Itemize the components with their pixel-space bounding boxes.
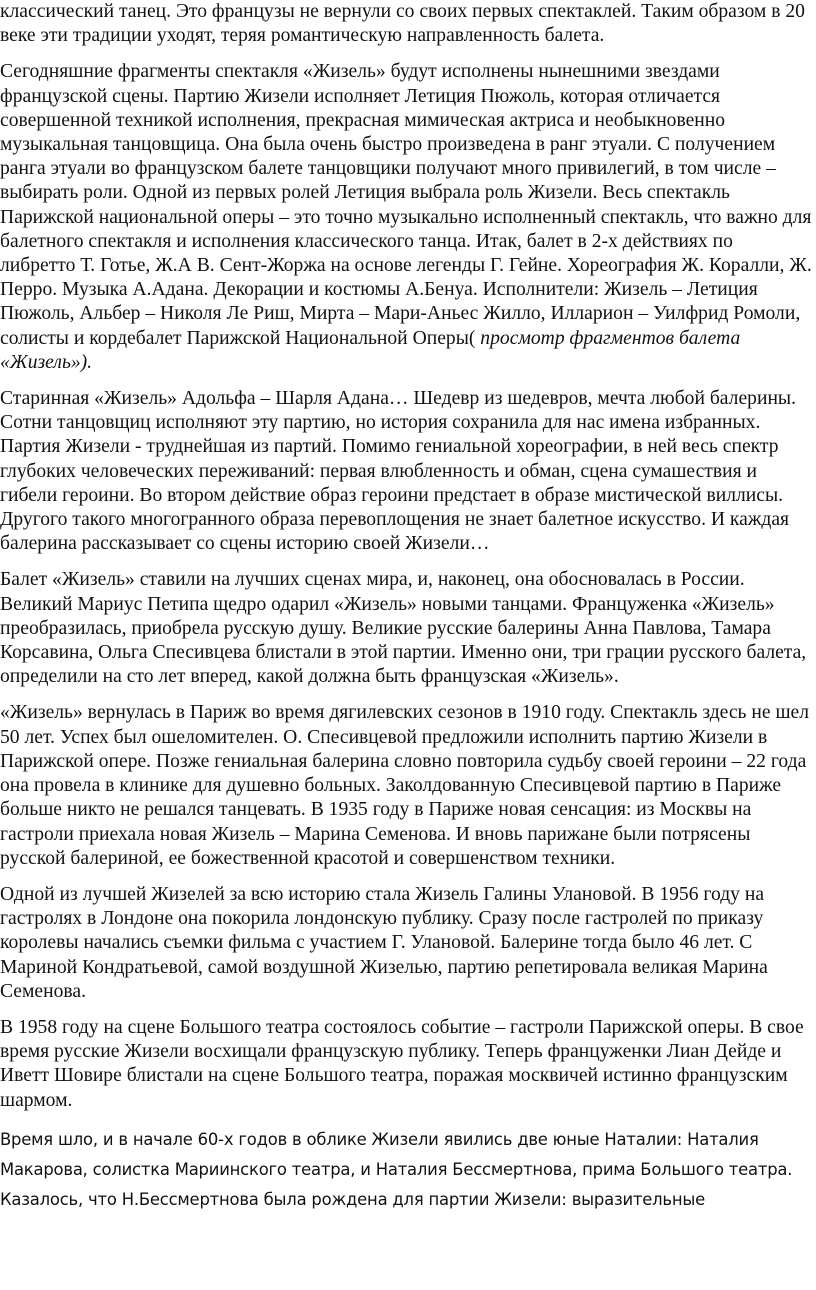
paragraph-bolshoi-1958: В 1958 году на сцене Большого театра состоялось событие – гастроли Парижской оперы. В свое время русские Жизели восхищали французскую публику. Теперь француженки Лиан Дейде и Иветт Шовире блистали на сцене Большого театра, поражая москвичей истинно французским шармом. (0, 1016, 804, 1111)
paragraph-ulanova: Одной из лучшей Жизелей за всю историю стала Жизель Галины Улановой. В 1956 году на гастролях в Лондоне она покорила лондонскую публику. Сразу после гастролей по приказу королевы начались съемки фильма с участием Г. Улановой. Балерине тогда было 46 лет. С Мариной Кондратьевой, самой воздушной Жизелью, партию репетировала великая Марина Семенова. (0, 883, 768, 1002)
paragraph-giselle-performers (0, 60, 812, 375)
paragraph-intro-ending: классический танец. Это французы не вернули со своих первых спектаклей. Таким образом в 20 веке эти традиции уходят, теряя романтическую направленность балета. (0, 1, 805, 47)
paragraph-giselle-performers-text: Сегодняшние фрагменты спектакля «Жизель» будут исполнены нынешними звездами французской сцены. Партию Жизели исполняет Летиция Пюжоль, которая отличается совершенной техникой исполнения, прекрасная мимическая актриса и необыкновенно музыкальная танцовщица. Она была очень быстро произведена в ранг этуали. С получением ранга этуали во французском балете танцовщики получают много привилегий, в том числе – выбирать роли. Одной из первых ролей Летиция выбрала роль Жизели. Весь спектакль Парижской национальной оперы – это точно музыкально исполненный спектакль, что важно для балетного спектакля и исполнения классического танца. Итак, балет в 2-х действиях по либретто Т. Готье, Ж.А В. Сент-Жоржа на основе легенды Г. Гейне. Хореография Ж. Коралли, Ж. Перро. Музыка А.Адана. Декорации и костюмы А.Бенуа. Исполнители: Жизель – Летиция Пюжоль, Альбер – Николя Ле Риш, Мирта – Мари-Аньес Жилло, Илларион – Уилфрид Ромоли, солисты и кордебалет Парижской Национальной Оперы( (0, 61, 812, 349)
paragraph-adan-masterpiece: Старинная «Жизель» Адольфа – Шарля Адана… Шедевр из шедевров, мечта любой балерины. Сотни танцовщиц исполняют эту партию, но история сохранила для нас имена избранных. Партия Жизели - труднейшая из партий. Помимо гениальной хореографии, в ней весь спектр глубоких человеческих переживаний: первая влюбленность и обман, сцена сумашествия и гибели героини. Во втором действие образ героини предстает в образе мистической виллисы. Другого такого многогранного образа перевоплощения не знает балетное искусство. И каждая балерина рассказывает со сцены историю своей Жизели… (0, 388, 796, 555)
paragraph-russia: Балет «Жизель» ставили на лучших сценах мира, и, наконец, она обосновалась в России. Великий Мариус Петипа щедро одарил «Жизель» новыми танцами. Француженка «Жизель» преобразилась, приобрела русскую душу. Великие русские балерины Анна Павлова, Тамара Корсавина, Ольга Спесивцева блистали в этой партии. Именно они, три грации русского балета, определили на сто лет вперед, какой должна быть французская «Жизель». (0, 569, 807, 688)
paragraph-two-natalias: Время шло, и в начале 60-х годов в облике Жизели явились две юные Наталии: Наталия Макарова, солистка Мариинского театра, и Наталия Бессмертнова, прима Большого театра. Казалось, что Н.Бессмертнова была рождена для партии Жизели: выразительные (0, 1129, 793, 1209)
paragraph-paris-return: «Жизель» вернулась в Париж во время дягилевских сезонов в 1910 году. Спектакль здесь не шел 50 лет. Успех был ошеломителен. О. Спесивцевой предложили исполнить партию Жизели в Парижской опере. Позже гениальная балерина словно повторила судьбу своей героини – 22 года она провела в клинике для душевно больных. Заколдованную Спесивцевой партию в Париже больше никто не решался танцевать. В 1935 году в Париже новая сенсация: из Москвы на гастроли приехала новая Жизель – Марина Семенова. И вновь парижане были потрясены русской балериной, ее божественной красотой и совершенством техники. (0, 702, 810, 869)
paragraph-giselle-performers-note: просмотр фрагментов балета «Жизель»). (0, 327, 741, 373)
